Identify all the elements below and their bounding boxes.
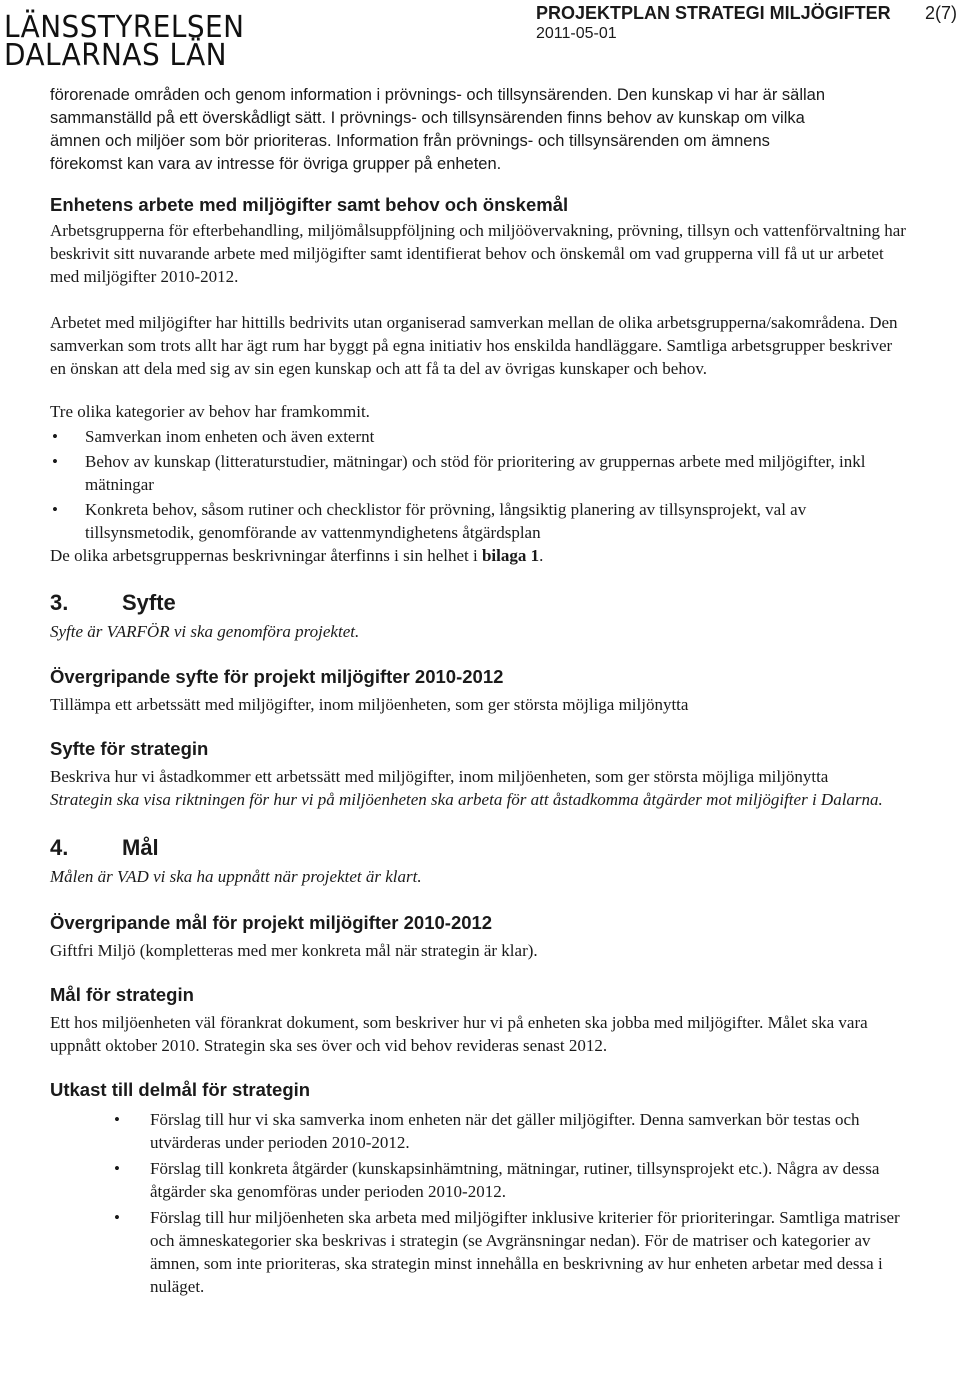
list-item (50, 1206, 910, 1298)
section-heading-work: Enhetens arbete med miljögifter samt behov och önskemål (50, 194, 569, 215)
intro-line: sammanställd på ett överskådligt sätt. I prövnings- och tillsynsärenden finns behov av kunskap om vilka (50, 109, 805, 127)
section-title: Mål (122, 835, 159, 860)
list-item (50, 450, 910, 496)
section-note: Syfte är VARFÖR vi ska genomföra projektet. (50, 622, 360, 641)
list-item-text: Förslag till hur miljöenheten ska arbeta med miljögifter inklusive kriterier för prioriteringar. Samtliga matriser och ämneskategorier ska beskrivas i strategin (se Avgränsningar nedan). För de matriser och kategorier av ämnen, som inte prioriteras, ska strategin minst innehålla en beskrivning av hur enheten arbetar med dessa i nuläget. (150, 1208, 900, 1296)
list-item-text: Konkreta behov, såsom rutiner och checklistor för prövning, långsiktig planering av tillsynsprojekt, val av tillsynsmetodik, genomförande av vattenmyndighetens åtgärdsplan (85, 500, 807, 542)
section-heading-mal (50, 834, 910, 862)
bullet-icon: • (52, 452, 58, 471)
logo-line-2: DALARNAS LÄN (4, 38, 227, 73)
logo (4, 10, 263, 73)
subheading: Utkast till delmål för strategin (50, 1079, 311, 1100)
bullet-icon: • (114, 1110, 120, 1129)
section-heading-syfte (50, 589, 910, 617)
list-item (50, 1157, 910, 1203)
page-number: 2(7) (925, 3, 958, 23)
intro-line: ämnen och miljöer som bör prioriteras. Information från prövnings- och tillsynsärenden om ämnens (50, 132, 770, 150)
subheading: Mål för strategin (50, 984, 194, 1005)
bullet-icon: • (114, 1208, 120, 1227)
list-item (50, 425, 910, 448)
closing-end: . (539, 546, 544, 565)
list-item-text: Förslag till hur vi ska samverka inom enheten när det gäller miljögifter. Denna samverkan bör testas och utvärderas under perioden 2010-2012. (150, 1110, 860, 1152)
paragraph: Tillämpa ett arbetssätt med miljögifter, inom miljöenheten, som ger största möjliga miljönytta (50, 695, 689, 714)
bullet-icon: • (52, 427, 58, 446)
section-title: Syfte (122, 590, 176, 615)
subheading: Syfte för strategin (50, 738, 209, 759)
bullet-icon: • (52, 500, 58, 519)
intro-paragraph (50, 84, 910, 176)
paragraph: Giftfri Miljö (kompletteras med mer konkreta mål när strategin är klar). (50, 941, 538, 960)
list-item-text: Samverkan inom enheten och även externt (85, 427, 375, 446)
list-item (50, 498, 910, 544)
paragraph: Tre olika kategorier av behov har framkommit. (50, 402, 370, 421)
intro-line: förorenade områden och genom information i prövnings- och tillsynsärenden. Den kunskap vi har är sällan (50, 86, 826, 104)
logo-line-1: LÄNSSTYRELSEN (4, 10, 245, 45)
document-title: PROJEKTPLAN STRATEGI MILJÖGIFTER (536, 3, 891, 23)
list-item (50, 1108, 910, 1154)
paragraph: Arbetsgrupperna för efterbehandling, miljömålsuppföljning och miljöövervakning, prövning, tillsyn och vattenförvaltning har beskrivit sitt nuvarande arbete med miljögifter samt identifierat behov och önskemål om vad grupperna vill få ut ur arbetet med miljögifter 2010-2012. (50, 221, 906, 286)
section-number: 3. (50, 590, 69, 615)
section-number: 4. (50, 835, 69, 860)
goals-list (50, 1108, 910, 1298)
intro-line: förekomst kan vara av intresse för övriga grupper på enheten. (50, 155, 502, 173)
italic-paragraph: Strategin ska visa riktningen för hur vi på miljöenheten ska arbeta för att åstadkomma åtgärder mot miljögifter i Dalarna. (50, 790, 883, 809)
list-item-text: Behov av kunskap (litteraturstudier, mätningar) och stöd för prioritering av gruppernas arbete med miljögifter, inkl mätningar (85, 452, 866, 494)
appendix-reference: bilaga 1 (481, 546, 540, 565)
document-date: 2011-05-01 (536, 25, 617, 42)
paragraph: Beskriva hur vi åstadkommer ett arbetssätt med miljögifter, inom miljöenheten, som ger största möjliga miljönytta (50, 767, 829, 786)
bullet-icon: • (114, 1159, 120, 1178)
list-item-text: Förslag till konkreta åtgärder (kunskapsinhämtning, mätningar, rutiner, tillsynsprojekt etc.). Några av dessa åtgärder ska genomföras under perioden 2010-2012. (150, 1159, 880, 1201)
closing-text: De olika arbetsgruppernas beskrivningar återfinns i sin helhet i (50, 546, 482, 565)
section-note: Målen är VAD vi ska ha uppnått när projektet är klart. (50, 867, 422, 886)
paragraph: Arbetet med miljögifter har hittills bedrivits utan organiserad samverkan mellan de olika arbetsgrupperna/sakområdena. Den samverkan som trots allt har ägt rum har byggt på egna initiativ hos enskilda handläggare. Samtliga arbetsgrupper beskriver en önskan att dela med sig av sin egen kunskap och att få ta del av övrigas kunskaper och behov. (50, 313, 898, 378)
document-body (50, 84, 910, 1298)
subheading: Övergripande syfte för projekt miljögifter 2010-2012 (50, 666, 504, 687)
subheading: Övergripande mål för projekt miljögifter 2010-2012 (50, 912, 493, 933)
needs-list (50, 425, 910, 544)
paragraph: Ett hos miljöenheten väl förankrat dokument, som beskriver hur vi på enheten ska jobba med miljögifter. Målet ska vara uppnått oktober 2010. Strategin ska ses över och vid behov revideras senast 2012. (50, 1013, 868, 1055)
closing-paragraph (50, 544, 910, 567)
